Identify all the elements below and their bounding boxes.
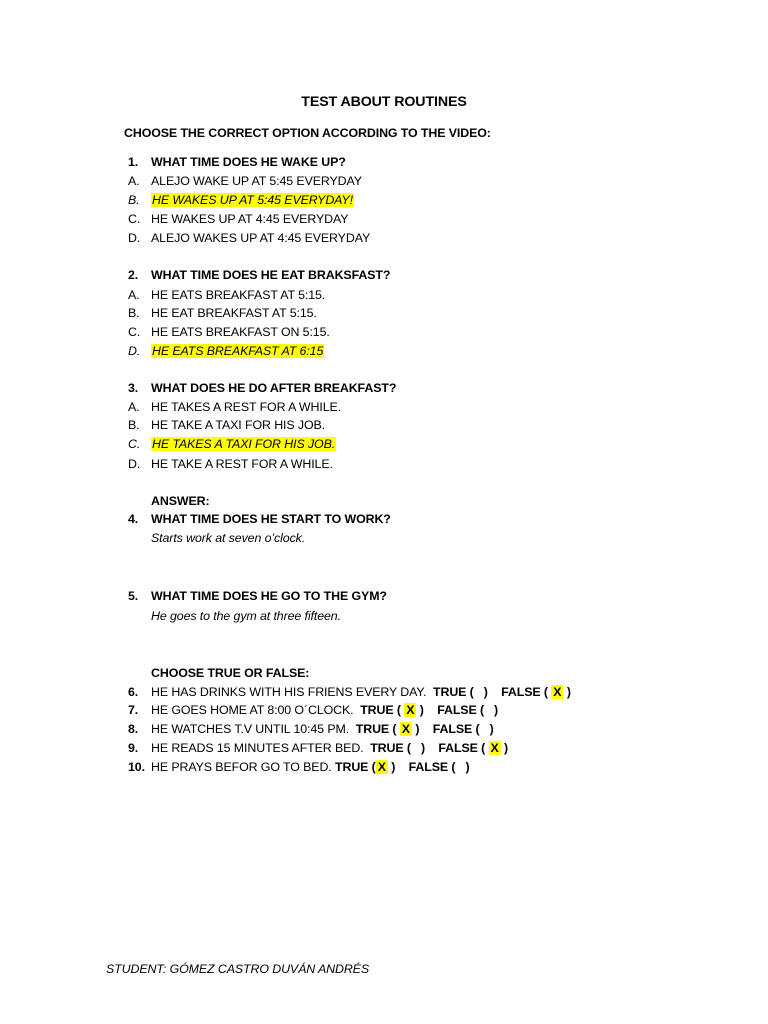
option-letter: C. — [128, 437, 141, 451]
true-label: TRUE ( — [360, 703, 401, 717]
true-mark: X — [401, 722, 410, 736]
highlighted-answer: HE TAKES A TAXI FOR HIS JOB. — [152, 437, 336, 451]
q2-option-b — [128, 304, 317, 323]
option-letter: D. — [128, 231, 141, 245]
question-5 — [128, 587, 387, 606]
option-letter: C. — [128, 325, 141, 339]
option-letter: D. — [128, 344, 141, 358]
option-text: ALEJO WAKES UP AT 4:45 EVERYDAY — [151, 231, 371, 245]
true-close: ) — [419, 703, 424, 717]
false-close: ) — [566, 685, 571, 699]
question-number: 4. — [128, 512, 139, 526]
option-text: HE TAKE A TAXI FOR HIS JOB. — [151, 418, 326, 432]
option-text: HE TAKE A REST FOR A WHILE. — [151, 457, 333, 471]
item-number: 9. — [128, 741, 139, 755]
statement-text: HE GOES HOME AT 8:00 O´CLOCK. — [151, 703, 354, 717]
true-close: ) — [415, 722, 420, 736]
q3-option-d — [128, 455, 333, 474]
option-text: ALEJO WAKE UP AT 5:45 EVERYDAY — [151, 174, 362, 188]
q2-option-d-selected — [128, 342, 324, 361]
answer-heading: ANSWER: — [151, 494, 210, 508]
q1-option-c — [128, 210, 348, 229]
question-text: WHAT TIME DOES HE WAKE UP? — [151, 155, 346, 169]
option-text: HE EATS BREAKFAST AT 5:15. — [151, 288, 326, 302]
q1-option-a — [128, 172, 362, 191]
page-title: TEST ABOUT ROUTINES — [301, 94, 467, 110]
student-name: STUDENT: GÓMEZ CASTRO DUVÁN ANDRÉS — [106, 962, 370, 976]
false-label: FALSE ( — [432, 722, 480, 736]
tf-item-10 — [128, 758, 470, 777]
false-label: FALSE ( — [438, 741, 486, 755]
q1-option-b-selected — [128, 191, 354, 210]
option-letter: B. — [128, 193, 140, 207]
true-label: TRUE ( — [370, 741, 411, 755]
question-1 — [128, 153, 346, 172]
q2-option-a — [128, 286, 325, 305]
false-close: ) — [504, 741, 509, 755]
question-2 — [128, 266, 390, 285]
option-letter: B. — [128, 306, 140, 320]
tf-item-7 — [128, 701, 498, 720]
option-letter: A. — [128, 174, 140, 188]
q3-option-a — [128, 398, 341, 417]
false-label: FALSE ( — [437, 703, 484, 717]
question-text: WHAT TIME DOES HE START TO WORK? — [151, 512, 391, 526]
highlighted-answer: HE WAKES UP AT 5:45 EVERYDAY! — [152, 193, 353, 207]
true-mark: X — [377, 760, 386, 774]
option-text: HE TAKES A REST FOR A WHILE. — [151, 400, 342, 414]
item-number: 8. — [128, 722, 139, 736]
instructions: CHOOSE THE CORRECT OPTION ACCORDING TO THE VIDEO: — [124, 126, 491, 140]
answer-4: Starts work at seven o’clock. — [151, 531, 306, 545]
option-text: HE WAKES UP AT 4:45 EVERYDAY — [151, 212, 349, 226]
true-label: TRUE ( — [355, 722, 397, 736]
item-number: 10. — [128, 760, 145, 774]
q3-option-b — [128, 416, 325, 435]
question-number: 1. — [128, 155, 139, 169]
false-close: ) — [494, 703, 499, 717]
true-mark: X — [406, 703, 415, 717]
question-number: 5. — [128, 589, 139, 603]
option-letter: A. — [128, 288, 140, 302]
true-label: TRUE ( — [433, 685, 474, 699]
option-letter: B. — [128, 418, 140, 432]
question-4 — [128, 510, 391, 529]
q2-option-c — [128, 323, 330, 342]
statement-text: HE READS 15 MINUTES AFTER BED. — [151, 741, 364, 755]
false-close: ) — [465, 760, 470, 774]
question-text: WHAT TIME DOES HE EAT BRAKSFAST? — [151, 268, 391, 282]
false-mark: X — [553, 685, 562, 699]
item-number: 6. — [128, 685, 139, 699]
false-label: FALSE ( — [408, 760, 456, 774]
question-text: WHAT DOES HE DO AFTER BREAKFAST? — [151, 381, 397, 395]
tf-item-8 — [128, 720, 494, 739]
q3-option-c-selected — [128, 435, 336, 454]
statement-text: HE PRAYS BEFOR GO TO BED. — [151, 760, 332, 774]
answer-5: He goes to the gym at three fifteen. — [151, 609, 341, 623]
question-number: 3. — [128, 381, 139, 395]
tf-item-9 — [128, 739, 508, 758]
option-letter: D. — [128, 457, 141, 471]
true-close: ) — [391, 760, 396, 774]
question-number: 2. — [128, 268, 139, 282]
true-close: ) — [483, 685, 488, 699]
option-text: HE EAT BREAKFAST AT 5:15. — [151, 306, 317, 320]
statement-text: HE WATCHES T.V UNTIL 10:45 PM. — [151, 722, 350, 736]
q1-option-d — [128, 229, 370, 248]
false-mark: X — [490, 741, 499, 755]
false-close: ) — [489, 722, 494, 736]
true-close: ) — [420, 741, 425, 755]
option-letter: A. — [128, 400, 140, 414]
statement-text: HE HAS DRINKS WITH HIS FRIENS EVERY DAY. — [151, 685, 427, 699]
item-number: 7. — [128, 703, 139, 717]
tf-item-6 — [128, 683, 571, 702]
option-text: HE EATS BREAKFAST ON 5:15. — [151, 325, 330, 339]
true-false-heading: CHOOSE TRUE OR FALSE: — [151, 666, 310, 680]
false-label: FALSE ( — [501, 685, 548, 699]
option-letter: C. — [128, 212, 141, 226]
question-3 — [128, 379, 396, 398]
highlighted-answer: HE EATS BREAKFAST AT 6:15 — [152, 344, 324, 358]
true-label: TRUE ( — [335, 760, 376, 774]
question-text: WHAT TIME DOES HE GO TO THE GYM? — [151, 589, 387, 603]
